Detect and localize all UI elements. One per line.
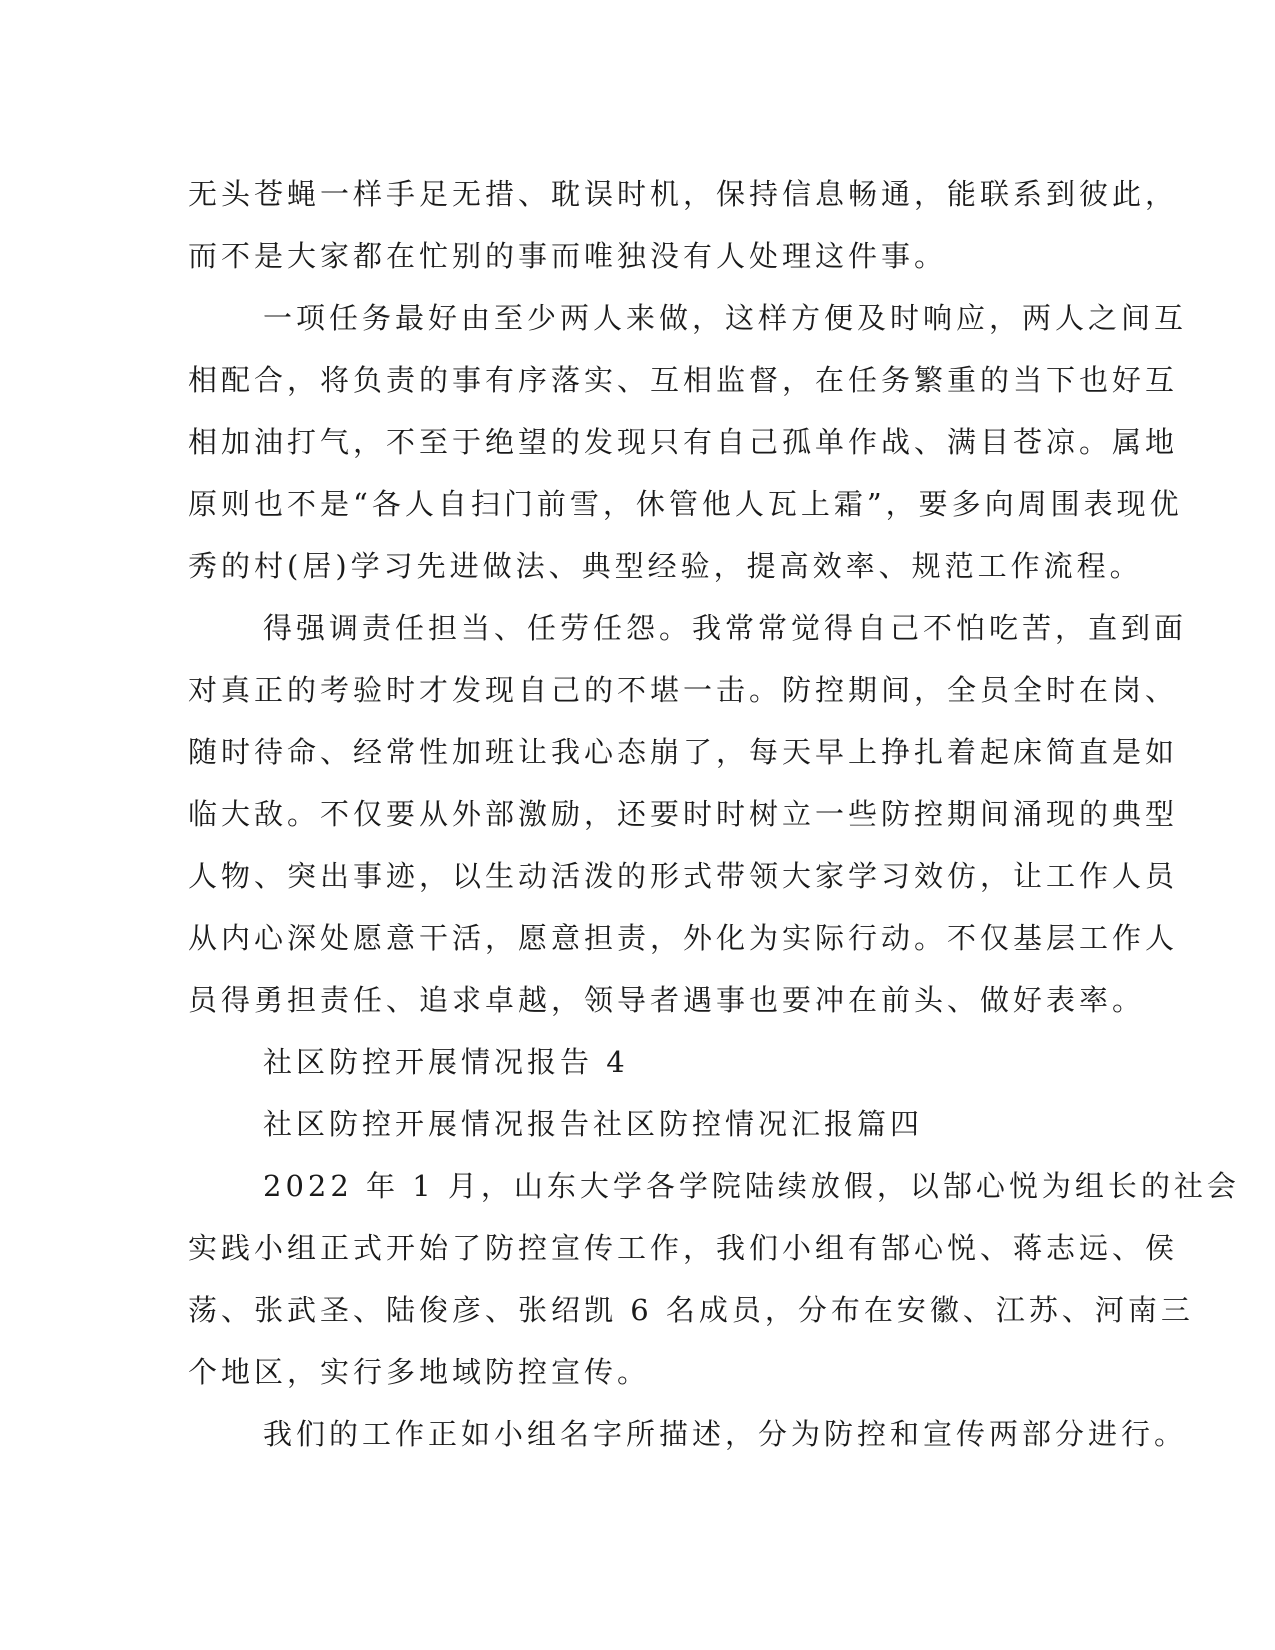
section-subheading: 社区防控开展情况报告社区防控情况汇报篇四: [263, 1107, 924, 1141]
text-line: 而不是大家都在忙别的事而唯独没有人处理这件事。: [188, 239, 948, 273]
text-line: 秀的村(居)学习先进做法、典型经验，提高效率、规范工作流程。: [188, 549, 1143, 583]
text-line: 随时待命、经常性加班让我心态崩了，每天早上挣扎着起床简直是如: [188, 735, 1179, 769]
text-line: 人物、突出事迹，以生动活泼的形式带领大家学习效仿，让工作人员: [188, 859, 1179, 893]
text-line: 个地区，实行多地域防控宣传。: [188, 1355, 651, 1389]
text-line: 荡、张武圣、陆俊彦、张绍凯 6 名成员，分布在安徽、江苏、河南三: [188, 1293, 1194, 1327]
text-line: 实践小组正式开始了防控宣传工作，我们小组有郜心悦、蒋志远、侯: [188, 1231, 1179, 1265]
text-line: 得强调责任担当、任劳任怨。我常常觉得自己不怕吃苦，直到面: [263, 611, 1188, 645]
text-line: 从内心深处愿意干活，愿意担责，外化为实际行动。不仅基层工作人: [188, 921, 1179, 955]
text-line: 临大敌。不仅要从外部激励，还要时时树立一些防控期间涌现的典型: [188, 797, 1179, 831]
text-line: 员得勇担责任、追求卓越，领导者遇事也要冲在前头、做好表率。: [188, 983, 1146, 1017]
text-line: 相配合，将负责的事有序落实、互相监督，在任务繁重的当下也好互: [188, 363, 1179, 397]
text-line: 2022 年 1 月，山东大学各学院陆续放假，以郜心悦为组长的社会: [263, 1169, 1240, 1203]
text-line: 原则也不是“各人自扫门前雪，休管他人瓦上霜”，要多向周围表现优: [188, 487, 1183, 521]
text-line: 对真正的考验时才发现自己的不堪一击。防控期间，全员全时在岗、: [188, 673, 1179, 707]
section-heading: 社区防控开展情况报告 4: [263, 1045, 629, 1079]
text-line: 一项任务最好由至少两人来做，这样方便及时响应，两人之间互: [263, 301, 1188, 335]
document-body: [188, 163, 1240, 1465]
text-line: 无头苍蝇一样手足无措、耽误时机，保持信息畅通，能联系到彼此，: [188, 177, 1179, 211]
text-line: 我们的工作正如小组名字所描述，分为防控和宣传两部分进行。: [263, 1417, 1188, 1451]
text-line: 相加油打气，不至于绝望的发现只有自己孤单作战、满目苍凉。属地: [188, 425, 1179, 459]
